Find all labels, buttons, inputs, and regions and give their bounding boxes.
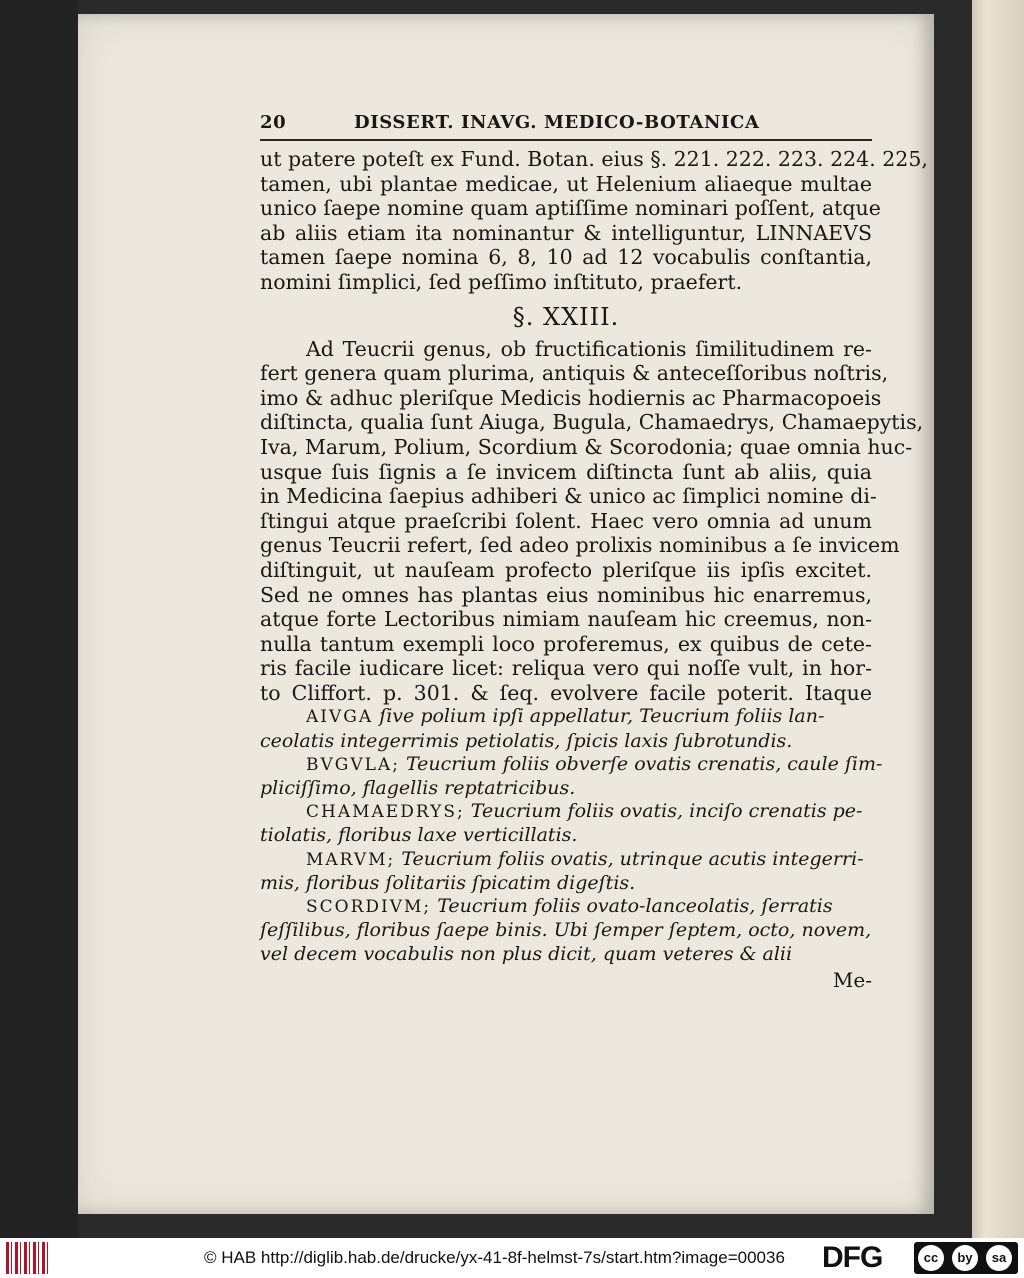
text-line: Iva, Marum, Polium, Scordium & Scorodonia; quae omnia huc- (260, 434, 913, 459)
species-name: AIVGA (306, 707, 374, 728)
species-entry (260, 800, 872, 847)
entry-line (260, 895, 872, 919)
entry-line (260, 800, 872, 824)
entry-text: Teucrium foliis obverſe ovatis crenatis, caule ſim- (405, 752, 883, 775)
hab-logo (6, 1242, 48, 1274)
species-name: MARVM; (306, 849, 396, 870)
next-page-edge (972, 0, 1024, 1238)
entry-text: tiolatis, floribus laxe verticillatis. (260, 824, 578, 847)
page-number: 20 (260, 112, 287, 133)
text-line: tamen, ubi plantae medicae, ut Helenium aliaeque multae (260, 171, 872, 196)
cc-license-badge[interactable] (914, 1242, 1018, 1274)
text-line: ris facile iudicare licet: reliqua vero qui noſſe vult, in hor- (260, 656, 872, 681)
text-line: in Medicina ſaepius adhiberi & unico ac ſimplici nomine di- (260, 484, 877, 509)
entry-text: ſive polium ipſi appellatur, Teucrium foliis lan- (379, 705, 825, 728)
entry-text: mis, floribus ſolitariis ſpicatim digeſtis. (260, 871, 636, 894)
section-heading: §. XXIII. (512, 302, 620, 331)
intro-paragraph (260, 147, 928, 295)
entry-text: Teucrium foliis ovatis, inciſo crenatis pe- (470, 800, 863, 823)
species-name: SCORDIVM; (306, 897, 432, 918)
text-line: diſtinguit, ut nauſeam profecto pleriſque iis ipſis excitet. (260, 557, 872, 582)
cc-icon: cc (918, 1245, 944, 1271)
binding-shadow (0, 0, 78, 1238)
sa-icon: sa (986, 1245, 1012, 1271)
text-line: ut patere poteſt ex Fund. Botan. eius §. 221. 222. 223. 224. 225, (260, 147, 928, 171)
text-line: nulla tantum exempli loco proferemus, ex quibus de cete- (260, 631, 872, 656)
text-line: Ad Teucrii genus, ob fructificationis ſimilitudinem re- (306, 336, 872, 361)
entry-text: ceolatis integerrimis petiolatis, ſpicis laxis ſubrotundis. (260, 729, 793, 752)
text-line: ab aliis etiam ita nominantur & intelliguntur, LINNAEVS (260, 220, 872, 245)
entry-line (260, 943, 872, 966)
text-line: atque forte Lectoribus nimiam nauſeam hic creemus, non- (260, 607, 872, 632)
text-line: to Cliffort. p. 301. & ſeq. evolvere facile poterit. Itaque (260, 680, 872, 705)
entry-line (260, 919, 872, 942)
catchword: Me- (832, 967, 872, 992)
text-line: fert genera quam plurima, antiquis & anteceſſoribus noſtris, (260, 361, 889, 386)
entry-line (260, 705, 872, 729)
entry-line (260, 824, 872, 847)
viewer-footer (0, 1238, 1024, 1278)
by-icon: by (952, 1245, 978, 1271)
species-entry (260, 705, 872, 752)
entry-line (260, 872, 872, 895)
entry-text: pliciſſimo, flagellis reptatricibus. (260, 777, 576, 800)
entry-text: Teucrium foliis ovatis, utrinque acutis integerri- (401, 847, 864, 870)
body-paragraph (260, 336, 924, 706)
entry-line (260, 730, 872, 753)
text-line: ſtingui atque praeſcribi ſolent. Haec vero omnia ad unum (260, 508, 872, 533)
dfg-logo: DFG (822, 1241, 883, 1274)
running-header (260, 112, 872, 141)
entry-text: vel decem vocabulis non plus dicit, quam veteres & alii (260, 942, 793, 965)
species-name: BVGVLA; (306, 754, 400, 775)
text-line: unico ſaepe nomine quam aptiſſime nominari poſſent, atque (260, 196, 881, 221)
species-name: CHAMAEDRYS; (306, 802, 465, 823)
entry-line (260, 848, 872, 872)
source-link[interactable]: © HAB http://diglib.hab.de/drucke/yx-41-8f-helmst-7s/start.htm?image=00036 (204, 1248, 785, 1267)
text-line: usque ſuis ſignis a ſe invicem diſtincta ſunt ab aliis, quia (260, 459, 872, 484)
book-page (78, 14, 934, 1214)
species-entry (260, 752, 883, 800)
text-line: genus Teucrii refert, ſed adeo prolixis nominibus a ſe invicem (260, 533, 900, 558)
species-entry (260, 848, 872, 895)
entry-line (260, 777, 872, 800)
text-line: Sed ne omnes has plantas eius nominibus hic enarremus, (260, 582, 872, 607)
species-entry (260, 895, 872, 966)
page-text-block (260, 112, 928, 992)
text-line: diſtincta, qualia ſunt Aiuga, Bugula, Chamaedrys, Chamaepytis, (260, 410, 924, 435)
running-title: DISSERT. INAVG. MEDICO-BOTANICA (354, 112, 760, 133)
text-line: tamen ſaepe nomina 6, 8, 10 ad 12 vocabulis conſtantia, (260, 245, 872, 270)
entry-text: Teucrium foliis ovato-lanceolatis, ſerratis (437, 895, 833, 918)
text-line: imo & adhuc pleriſque Medicis hodiernis ac Pharmacopoeis (260, 385, 882, 410)
entry-line (260, 752, 883, 777)
entry-text: ſeſſilibus, floribus ſaepe binis. Ubi ſemper ſeptem, octo, novem, (260, 919, 872, 942)
text-line: nomini ſimplici, ſed peſſimo inſtituto, praefert. (260, 269, 743, 294)
species-entries (260, 705, 883, 965)
